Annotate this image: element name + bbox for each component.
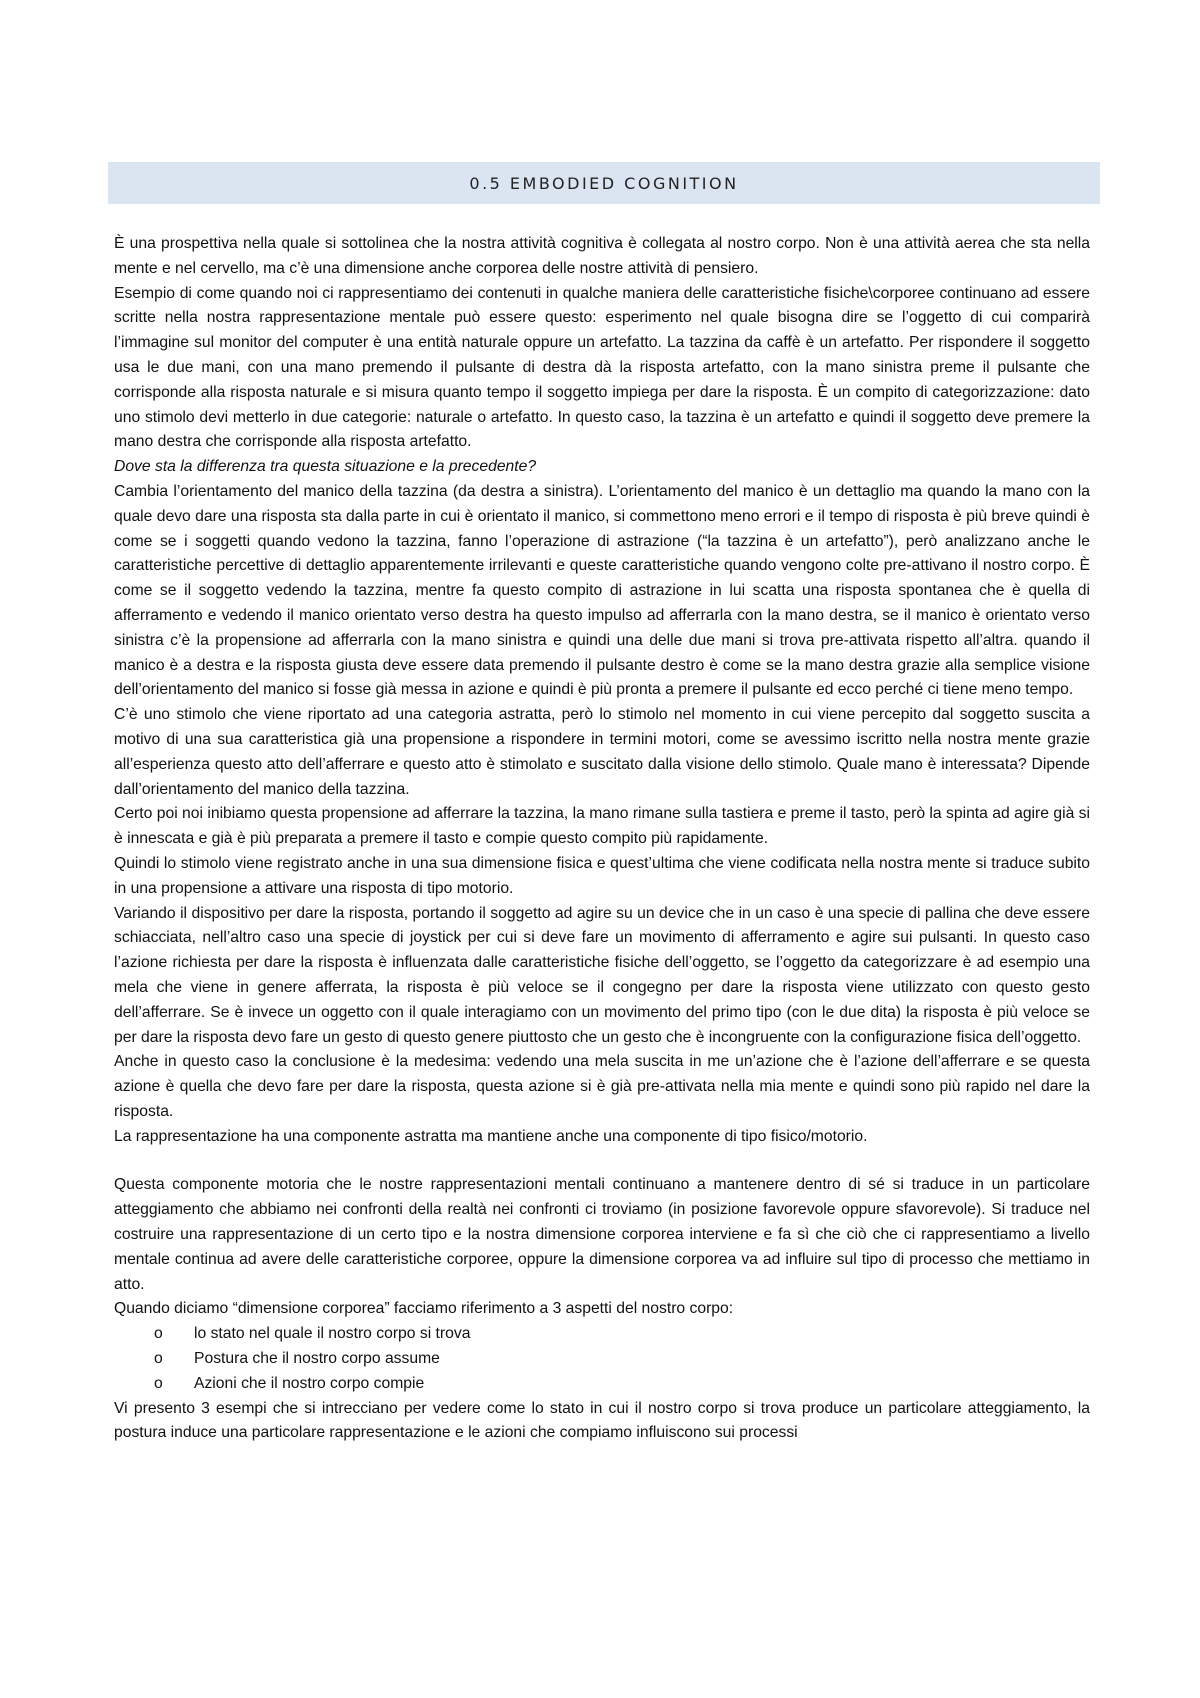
list-item-text: Postura che il nostro corpo assume	[194, 1350, 440, 1368]
section-heading: 0.5 EMBODIED COGNITION	[469, 173, 739, 193]
paragraph-stimulus: C’è uno stimolo che viene riportato ad una categoria astratta, però lo stimolo nel momento in cui viene percepito dal soggetto suscita a motivo di una sua caratteristica già una propensione a rispondere in termini motori, come se avessimo iscritto nella nostra mente grazie all’esperienza questo atto dell’afferrare e questo atto è stimolato e suscitato dalla visione dello stimolo. Quale mano è interessata? Dipende dall’orientamento del manico della tazzina.	[114, 706, 1090, 798]
list-bullet: o	[154, 1350, 163, 1368]
paragraph-intro: È una prospettiva nella quale si sottolinea che la nostra attività cognitiva è collegata al nostro corpo. Non è una attività aerea che sta nella mente e nel cervello, ma c’è una dimensione anche corporea delle nostre attività di pensiero.	[114, 235, 1090, 277]
paragraph-representation: La rappresentazione ha una componente astratta ma mantiene anche una componente di tipo fisico/motorio.	[114, 1127, 868, 1145]
paragraph-device: Variando il dispositivo per dare la risposta, portando il soggetto ad agire su un device che in un caso è una specie di pallina che deve essere schiacciata, nell’altro caso una specie di joystick per cui si deve fare un movimento di afferramento e agire sui pulsanti. In questo caso l’azione richiesta per dare la risposta è influenzata dalle caratteristiche fisiche dell’oggetto, se l’oggetto da categorizzare è ad esempio una mela che viene in genere afferrata, la risposta è più veloce se il congegno per dare la risposta viene utilizzato con questo gesto dell’afferrare. Se è invece un oggetto con il quale interagiamo con un movimento del primo tipo (con le due dita) la risposta è più veloce se per dare la risposta devo fare un gesto di questo genere piuttosto che un gesto che è incongruente con la configurazione fisica dell’oggetto.	[114, 904, 1090, 1046]
paragraph-example: Esempio di come quando noi ci rappresentiamo dei contenuti in qualche maniera delle caratteristiche fisiche\corporee continuano ad essere scritte nella nostra rappresentazione mentale può essere questo: esperimento nel quale bisogna dire se l’oggetto di cui comparirà l’immagine sul monitor del computer è una entità naturale oppure un artefatto. La tazzina da caffè è un artefatto. Per rispondere il soggetto usa le due mani, con una mano premendo il pulsante di destra dà la risposta artefatto, con la mano sinistra preme il pulsante che corrisponde alla risposta naturale e si misura quanto tempo il soggetto impiega per dare la risposta. È un compito di categorizzazione: dato uno stimolo devi metterlo in due categorie: naturale o artefatto. In questo caso, la tazzina è un artefatto e quindi il soggetto deve premere la mano destra che corrisponde alla risposta artefatto.	[114, 284, 1090, 451]
paragraph-question: Dove sta la differenza tra questa situazione e la precedente?	[114, 458, 537, 476]
document-body	[114, 232, 1090, 1446]
list-bullet: o	[154, 1374, 163, 1392]
section-heading-bar	[108, 162, 1100, 204]
paragraph-physical-dimension: Quindi lo stimolo viene registrato anche in una sua dimensione fisica e quest’ultima che viene codificata nella nostra mente si traduce subito in una propensione a attivare una risposta di tipo motorio.	[114, 854, 1090, 897]
list-bullet: o	[154, 1325, 163, 1343]
body-aspects-list	[114, 1322, 1090, 1396]
list-item	[114, 1347, 1090, 1372]
list-item	[114, 1322, 1090, 1347]
paragraph-handle-orientation: Cambia l’orientamento del manico della tazzina (da destra a sinistra). L’orientamento del manico è un dettaglio ma quando la mano con la quale devo dare una risposta sta dalla parte in cui è orientato il manico, si commettono meno errori e il tempo di risposta è più breve quindi è come se i soggetti quando vedono la tazzina, fanno l’operazione di astrazione (“la tazzina è un artefatto”), però analizzano anche le caratteristiche percettive di dettaglio apparentemente irrilevanti e queste caratteristiche quando vengono colte pre-attivano il nostro corpo. È come se il soggetto vedendo la tazzina, mentre fa questo compito di astrazione in lui scatta una risposta spontanea che è quella di afferramento e vedendo il manico orientato verso destra ha questo impulso ad afferrarla con la mano destra, se il manico è orientato verso sinistra c’è la propensione ad afferrarla con la mano sinistra e quindi una delle due mani si trova pre-attivata rispetto all’altra. quando il manico è a destra e la risposta giusta deve essere data premendo il pulsante destro è come se la mano destra grazie alla semplice visione dell’orientamento del manico si fosse già messa in azione e quindi è più pronta a premere il pulsante ed ecco perché ci tiene meno tempo.	[114, 482, 1090, 699]
paragraph-body-aspects-intro: Quando diciamo “dimensione corporea” facciamo riferimento a 3 aspetti del nostro corpo:	[114, 1300, 734, 1318]
paragraph-spacer	[114, 1149, 1090, 1173]
list-item-text: Azioni che il nostro corpo compie	[194, 1374, 425, 1392]
paragraph-inhibition: Certo poi noi inibiamo questa propensione ad afferrare la tazzina, la mano rimane sulla tastiera e preme il tasto, però la spinta ad agire già si è innescata e già è più preparata a premere il tasto e compie questo compito più rapidamente.	[114, 805, 1090, 848]
paragraph-conclusion: Anche in questo caso la conclusione è la medesima: vedendo una mela suscita in me un’azione che è l’azione dell’afferrare e se questa azione è quella che devo fare per dare la risposta, questa azione si è già pre-attivata nella mia mente e quindi sono più rapido nel dare la risposta.	[114, 1053, 1090, 1120]
list-item-text: lo stato nel quale il nostro corpo si trova	[194, 1325, 471, 1343]
paragraph-examples-intro: Vi presento 3 esempi che si intrecciano per vedere come lo stato in cui il nostro corpo si trova produce un particolare atteggiamento, la postura induce una particolare rappresentazione e le azioni che compiamo influiscono sui processi	[114, 1399, 1090, 1442]
paragraph-motor-component: Questa componente motoria che le nostre rappresentazioni mentali continuano a mantenere dentro di sé si traduce in un particolare atteggiamento che abbiamo nei confronti della realtà nei confronti ci troviamo (in posizione favorevole oppure sfavorevole). Si traduce nel costruire una rappresentazione di un certo tipo e la nostra dimensione corporea interviene e fa sì che ciò che ci rappresentiamo a livello mentale continua ad avere delle caratteristiche corporee, oppure la dimensione corporea va ad influire sul tipo di processo che mettiamo in atto.	[114, 1176, 1090, 1293]
list-item	[114, 1372, 1090, 1397]
